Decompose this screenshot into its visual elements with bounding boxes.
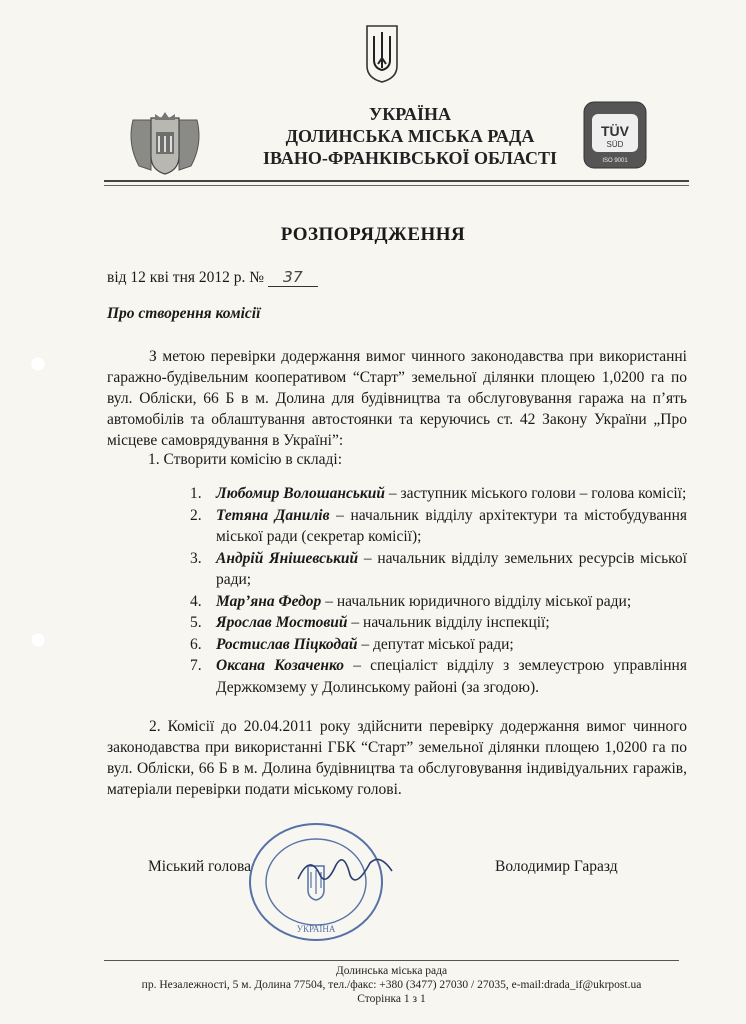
committee-member: 6. Ростислав Піцкодай – депутат міської ради; — [190, 635, 514, 653]
signature-position: Міський голова — [148, 858, 252, 875]
member-role: – заступник міського голови – голова комісії; — [385, 485, 687, 502]
letterhead — [230, 103, 590, 169]
committee-member: 2. Тетяна Данилів – начальник відділу архітектури та містобудування міської ради (секретар комісії); — [190, 506, 687, 545]
header-divider-thin — [104, 185, 689, 186]
item-1-heading: 1. Створити комісію в складі: — [148, 451, 343, 468]
member-name: Ростислав Піцкодай — [216, 635, 358, 653]
punch-hole — [30, 356, 46, 372]
country-heading: УКРАЇНА — [369, 104, 451, 124]
council-heading: ДОЛИНСЬКА МІСЬКА РАДА — [285, 126, 535, 146]
punch-hole — [30, 632, 46, 648]
tuv-certification-logo — [582, 100, 648, 170]
member-name: Тетяна Данилів — [216, 506, 330, 524]
stamp-text: УКРАЇНА — [296, 924, 336, 934]
trident-icon — [364, 22, 400, 84]
oblast-heading: ІВАНО-ФРАНКІВСЬКОЇ ОБЛАСТІ — [262, 148, 558, 168]
city-emblem-icon — [125, 110, 205, 176]
date-text: від 12 кві тня 2012 р. № — [107, 269, 265, 286]
footer-address: пр. Незалежності, 5 м. Долина 77504, тел./факс: +380 (3477) 27030 / 27035, e-mail:drada_if@ukrpost.ua — [141, 979, 642, 991]
member-role: – начальник відділу інспекції; — [347, 614, 550, 631]
committee-member: 4. Мар’яна Федор – начальник юридичного відділу міської ради; — [190, 592, 632, 610]
member-name: Любомир Волошанський — [216, 485, 386, 502]
footer-page-number: Сторінка 1 з 1 — [357, 993, 426, 1005]
footer-org: Долинська міська рада — [335, 965, 448, 977]
footer-divider — [104, 960, 679, 961]
committee-member: 3. Андрій Янішевський – начальник відділу земельних ресурсів міської ради; — [190, 549, 687, 588]
committee-member: 7. Оксана Козаченко – спеціаліст відділу з землеустрою управління Держкомзему у Долинському районі (за згодою). — [190, 657, 687, 696]
committee-member: 1. Любомир Волошанський – заступник міського голови – голова комісії; — [190, 485, 687, 502]
date-line — [107, 268, 318, 287]
member-name: Мар’яна Федор — [216, 592, 322, 610]
item-2-paragraph: 2. Комісії до 20.04.2011 року здійснити перевірку додержання вимог чинного законодавства при використанні ГБК “Старт” земельної ділянки площею 1,0200 га по вул. Обліски, 66 Б в м. Долина будівництва та обслуговування індивідуальних гаражів, матеріали перевірки подати міському голові. — [107, 718, 687, 798]
committee-member: 5. Ярослав Мостовий – начальник відділу інспекції; — [190, 614, 550, 631]
signature-name: Володимир Гаразд — [495, 858, 618, 875]
intro-paragraph: З метою перевірки додержання вимог чинного законодавства при використанні гаражно-будівельним кооперативом “Старт” земельної ділянки площею 1,0200 га по вул. Обліски, 66 Б в м. Долина для будівництва та обслуговування гаража на п’ять автомобілів та облаштування автостоянки та керуючись ст. 42 Закону України „Про місцеве самоврядування в Україні”: — [107, 348, 687, 449]
document-number: 37 — [268, 268, 318, 287]
member-role: – начальник відділу архітектури та містобудування міської ради (секретар комісії); — [216, 506, 687, 545]
tuv-iso-text: ISO 9001 — [602, 158, 628, 164]
handwritten-signature — [290, 845, 400, 895]
member-role: – депутат міської ради; — [357, 635, 514, 653]
member-name: Оксана Козаченко — [216, 657, 344, 674]
committee-list — [190, 483, 687, 698]
tuv-sub-text: SÜD — [606, 140, 624, 149]
member-role: – спеціаліст відділу з землеустрою управління Держкомзему у Долинському районі (за згодою). — [216, 657, 687, 696]
tuv-brand-text: TÜV — [601, 123, 629, 139]
document-subject: Про створення комісії — [107, 305, 261, 322]
member-role: – начальник відділу земельних ресурсів міської ради; — [216, 549, 687, 588]
member-name: Андрій Янішевський — [216, 549, 359, 567]
member-role: – начальник юридичного відділу міської ради; — [321, 592, 632, 610]
document-title: РОЗПОРЯДЖЕННЯ — [280, 224, 466, 245]
member-name: Ярослав Мостовий — [216, 614, 348, 631]
header-divider — [104, 180, 689, 182]
